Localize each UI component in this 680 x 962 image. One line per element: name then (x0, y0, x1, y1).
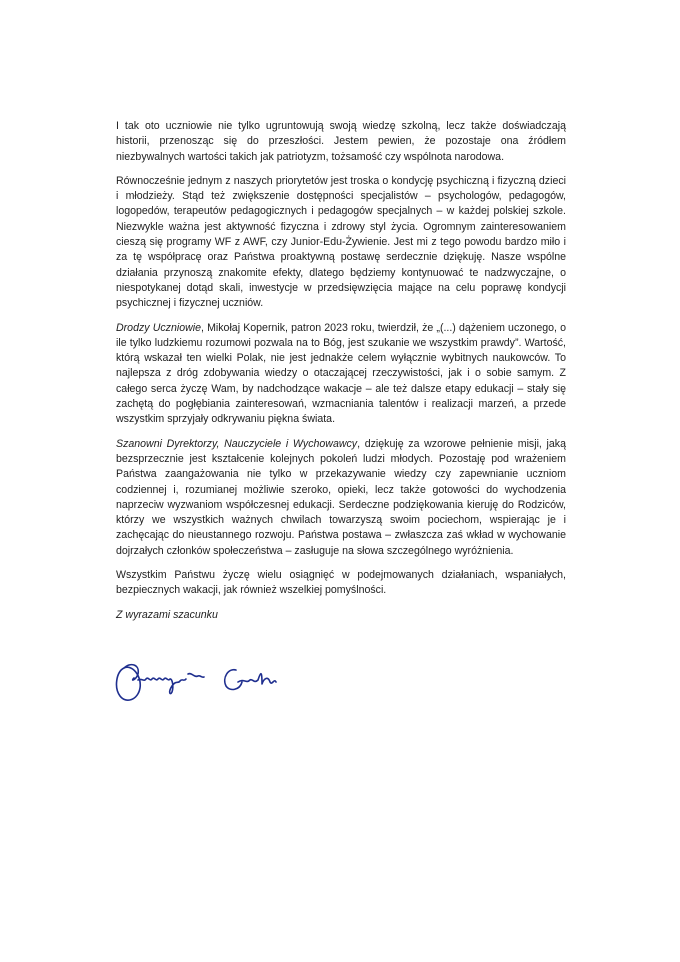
signature-icon (112, 648, 287, 708)
paragraph-1: I tak oto uczniowie nie tylko ugruntowują swoją wiedzę szkolną, lecz także doświadczają historii, przenosząc się do przeszłości. Jestem pewien, że pozostaje ona źródłem niezbywalnych wartości takich jak patriotyzm, tożsamość czy wspólnota narodowa. (116, 120, 566, 163)
paragraph-5: Wszystkim Państwu życzę wielu osiągnięć w podejmowanych działaniach, wspaniałych, bezpiecznych wakacji, jak również wszelkiej pomyślności. (116, 569, 566, 597)
paragraph-4 (116, 437, 566, 559)
closing-phrase: Z wyrazami szacunku (116, 608, 218, 621)
paragraph-4-text: , dziękuję za wzorowe pełnienie misji, jaką bezsprzecznie jest kształcenie kolejnych pokoleń ludzi młodych. Pozostaję pod wrażeniem Państwa zaangażowania nie tylko w przekazywanie wiedzy czy zapewnianie uczniom codziennej i, rozumianej możliwie szeroko, opieki, lecz także gotowości do wychodzenia naprzeciw wyzwaniom współczesnej edukacji. Serdeczne podziękowania kieruję do Rodziców, którzy we wszystkich ważnych chwilach towarzyszą swoim pociechom, wspierając je i zachęcając do nieustannego rozwoju. Państwa postawa – zwłaszcza zaś wkład w wychowanie dojrzałych członków społeczeństwa – zasługuje na słowa szczególnego wyróżnienia. (116, 437, 566, 557)
letter-body (116, 119, 566, 632)
salutation-teachers: Szanowni Dyrektorzy, Nauczyciele i Wychowawcy (116, 437, 358, 450)
salutation-students: Drodzy Uczniowie (116, 321, 201, 334)
paragraph-2: Równocześnie jednym z naszych priorytetów jest troska o kondycję psychiczną i fizyczną dzieci i młodzieży. Stąd też zwiększenie dostępności specjalistów – psychologów, pedagogów, logopedów, terapeutów pedagogicznych i pedagogów specjalnych – w każdej polskiej szkole. Niezwykle ważna jest aktywność fizyczna i zdrowy styl życia. Ogromnym zainteresowaniem cieszą się programy WF z AWF, czy Junior-Edu-Żywienie. Jest mi z tego powodu bardzo miło i za tę współpracę oraz Państwa proaktywną postawę serdecznie dziękuję. Nasze wspólne działania przynoszą znakomite efekty, dlatego będziemy kontynuować te nadzwyczajne, o niespotykanej dotąd skali, inwestycje w przedsięwzięcia mające na celu poprawę kondycji psychicznej i fizycznej uczniów. (116, 174, 566, 310)
paragraph-3-text: , Mikołaj Kopernik, patron 2023 roku, twierdził, że „(...) dążeniem uczonego, o ile tylko ludzkiemu rozumowi pozwala na to Bóg, jest szukanie we wszystkim prawdy”. Wartość, którą wskazał ten wielki Polak, nie jest jednakże celem wyłącznie wybitnych naukowców. To najlepsza z dróg zdobywania wiedzy o otaczającej rzeczywistości, jak i o sobie samym. Z całego serca życzę Wam, by nadchodzące wakacje – ale też dalsze etapy edukacji – stały się zachętą do pogłębiania zainteresowań, wzmacniania talentów i realizacji marzeń, a przede wszystkim sprzyjały odkrywaniu piękna świata. (116, 321, 566, 426)
handwritten-signature (112, 648, 287, 708)
paragraph-3 (116, 321, 566, 428)
